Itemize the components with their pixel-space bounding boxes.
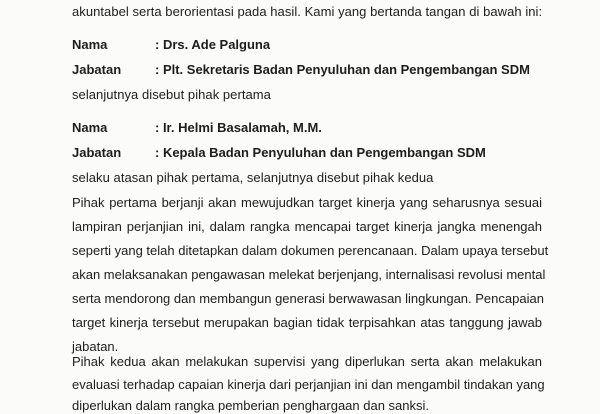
first-party-jabatan-label: Jabatan xyxy=(72,62,122,77)
paragraph-line: seperti yang telah ditetapkan dalam dokumen perencanaan. Dalam upaya tersebut xyxy=(72,243,549,258)
second-party-designation: selaku atasan pihak pertama, selanjutnya disebut pihak kedua xyxy=(72,170,434,185)
paragraph-line: evaluasi terhadap capaian kinerja dari perjanjian ini dan mengambil tindakan yang xyxy=(72,377,545,392)
paragraph-line: jabatan. xyxy=(72,339,119,354)
intro-tail-text: akuntabel serta berorientasi pada hasil. Kami yang bertanda tangan di bawah ini: xyxy=(72,4,543,19)
first-party-designation: selanjutnya disebut pihak pertama xyxy=(72,87,271,102)
second-party-nama-value: : Ir. Helmi Basalamah, M.M. xyxy=(155,120,322,135)
second-party-jabatan-label: Jabatan xyxy=(72,145,122,160)
first-party-jabatan-value: : Plt. Sekretaris Badan Penyuluhan dan Pengembangan SDM xyxy=(155,62,530,77)
paragraph-line: diperlukan dalam rangka pemberian penghargaan dan sanksi. xyxy=(72,398,430,413)
paragraph-line: akan melaksanakan pengawasan melekat berjenjang, internalisasi revolusi mental xyxy=(72,267,546,282)
second-party-jabatan-value: : Kepala Badan Penyuluhan dan Pengembangan SDM xyxy=(155,145,486,160)
first-party-nama-value: : Drs. Ade Palguna xyxy=(155,37,271,52)
first-party-nama-label: Nama xyxy=(72,37,108,52)
paragraph-line: serta mendorong dan membangun generasi berwawasan lingkungan. Pencapaian xyxy=(72,291,544,306)
paragraph-line: Pihak pertama berjanji akan mewujudkan target kinerja yang seharusnya sesuai xyxy=(72,195,542,210)
paragraph-line: target kinerja tersebut merupakan bagian tidak terpisahkan atas tanggung jawab xyxy=(72,315,542,330)
paragraph-line: lampiran perjanjian ini, dalam rangka mencapai target kinerja jangka menengah xyxy=(72,219,542,234)
paragraph-line: Pihak kedua akan melakukan supervisi yang diperlukan serta akan melakukan xyxy=(72,354,542,369)
second-party-nama-label: Nama xyxy=(72,120,108,135)
